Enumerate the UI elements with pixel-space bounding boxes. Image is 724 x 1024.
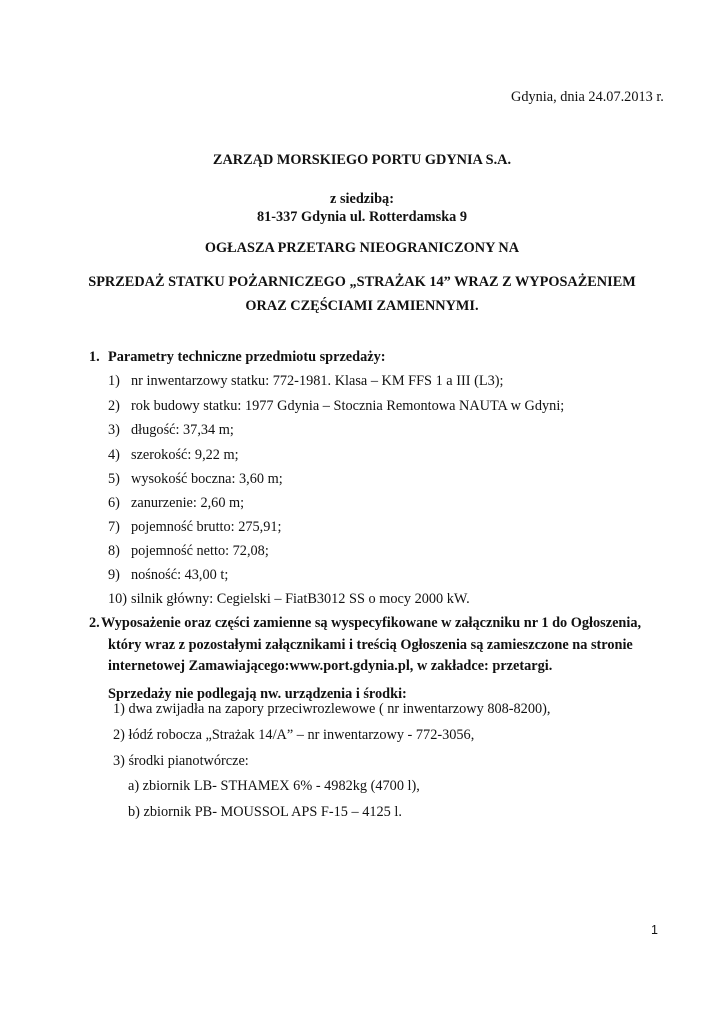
- announcement-heading: OGŁASZA PRZETARG NIEOGRANICZONY NA: [204, 240, 520, 256]
- list-item-number: 2): [108, 398, 120, 414]
- company-name: ZARZĄD MORSKIEGO PORTU GDYNIA S.A.: [212, 152, 512, 168]
- date-line: Gdynia, dnia 24.07.2013 r.: [511, 89, 664, 105]
- list-item-number: 9): [108, 567, 120, 583]
- list-item: 2) łódź robocza „Strażak 14/A” – nr inwentarzowy - 772-3056,: [113, 727, 475, 743]
- list-item: silnik główny: Cegielski – FiatB3012 SS o mocy 2000 kW.: [131, 591, 470, 607]
- list-item: zanurzenie: 2,60 m;: [131, 495, 245, 511]
- list-item-number: 6): [108, 495, 120, 511]
- excluded-heading: Sprzedaży nie podlegają nw. urządzenia i środki:: [108, 686, 407, 702]
- section-1-heading: Parametry techniczne przedmiotu sprzedaży:: [108, 349, 386, 365]
- list-item-number: 5): [108, 471, 120, 487]
- list-item: 1) dwa zwijadła na zapory przeciwrozlewowe ( nr inwentarzowy 808-8200),: [113, 701, 551, 717]
- list-item-number: 10): [108, 591, 128, 607]
- section-2-number: 2.: [89, 615, 100, 631]
- list-item: pojemność netto: 72,08;: [131, 543, 269, 559]
- list-item: b) zbiornik PB- MOUSSOL APS F-15 – 4125 l.: [128, 804, 402, 820]
- list-item-number: 1): [108, 373, 120, 389]
- section-2-line-1: Wyposażenie oraz części zamienne są wyspecyfikowane w załączniku nr 1 do Ogłoszenia,: [101, 615, 642, 631]
- seat-label: z siedzibą:: [330, 191, 394, 207]
- page-number: 1: [651, 923, 658, 937]
- list-item: 3) środki pianotwórcze:: [113, 753, 249, 769]
- list-item: a) zbiornik LB- STHAMEX 6% - 4982kg (4700 l),: [128, 778, 420, 794]
- section-1-number: 1.: [89, 349, 100, 365]
- list-item-number: 7): [108, 519, 120, 535]
- subject-line-1: SPRZEDAŻ STATKU POŻARNICZEGO „STRAŻAK 14” WRAZ Z WYPOSAŻENIEM: [88, 274, 636, 290]
- subject-line-2: ORAZ CZĘŚCIAMI ZAMIENNYMI.: [245, 298, 479, 314]
- list-item: szerokość: 9,22 m;: [131, 447, 239, 463]
- list-item: nr inwentarzowy statku: 772-1981. Klasa – KM FFS 1 a III (L3);: [131, 373, 504, 389]
- list-item: nośność: 43,00 t;: [131, 567, 229, 583]
- list-item: rok budowy statku: 1977 Gdynia – Stocznia Remontowa NAUTA w Gdyni;: [131, 398, 565, 414]
- section-2-line-3: internetowej Zamawiającego:www.port.gdynia.pl, w zakładce: przetargi.: [108, 658, 553, 674]
- list-item: wysokość boczna: 3,60 m;: [131, 471, 283, 487]
- list-item-number: 8): [108, 543, 120, 559]
- company-address: 81-337 Gdynia ul. Rotterdamska 9: [256, 209, 468, 225]
- list-item-number: 4): [108, 447, 120, 463]
- list-item-number: 3): [108, 422, 120, 438]
- section-2-line-2: który wraz z pozostałymi załącznikami i treścią Ogłoszenia są zamieszczone na stronie: [108, 637, 633, 653]
- list-item: pojemność brutto: 275,91;: [131, 519, 282, 535]
- list-item: długość: 37,34 m;: [131, 422, 234, 438]
